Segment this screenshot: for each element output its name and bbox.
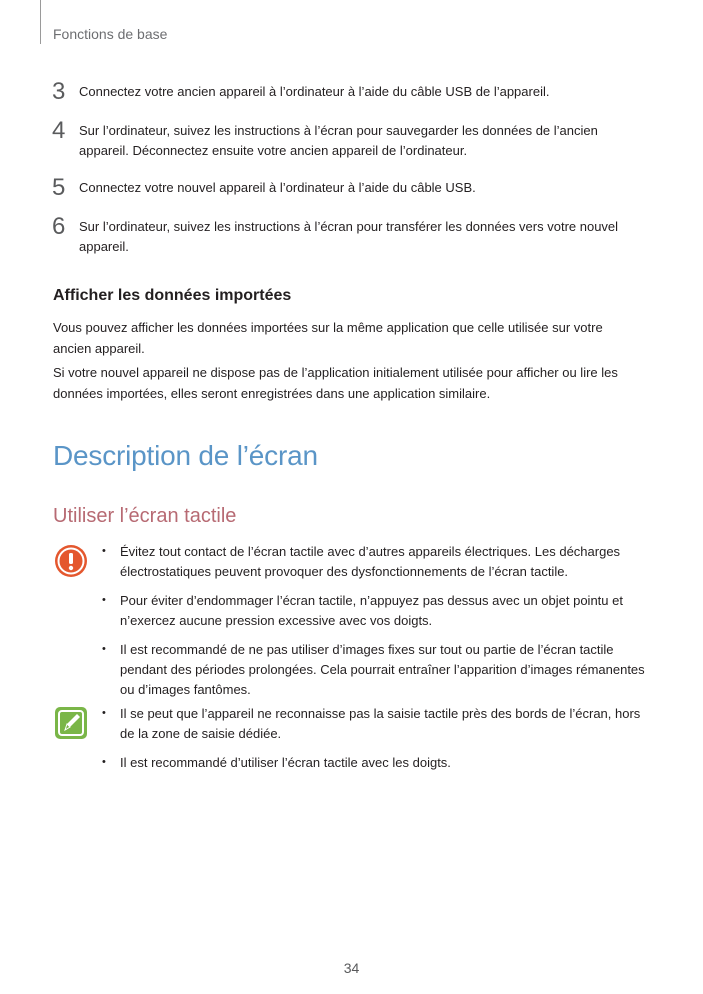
step-number: 4 xyxy=(52,117,66,144)
list-item: • Pour éviter d’endommager l’écran tactile, n’appuyez pas dessus avec un objet pointu et n’exercez aucune pression excessive avec vos doigts. xyxy=(101,591,646,631)
list-item: • Il est recommandé de ne pas utiliser d’images fixes sur tout ou partie de l’écran tactile pendant des périodes prolongées. Cela pourrait entraîner l’apparition d’images rémanentes ou d’images fantômes. xyxy=(101,640,646,700)
header-rule xyxy=(40,0,41,44)
page-number: 34 xyxy=(343,960,360,976)
list-item: • Il se peut que l’appareil ne reconnaisse pas la saisie tactile près des bords de l’écran, hors de la zone de saisie dédiée. xyxy=(101,704,646,744)
step-text: Sur l’ordinateur, suivez les instructions à l’écran pour sauvegarder les données de l’ancien appareil. Déconnectez ensuite votre ancien appareil de l’ordinateur. xyxy=(79,123,598,158)
step-number: 3 xyxy=(52,78,66,105)
caution-list xyxy=(101,542,646,709)
caution-icon xyxy=(54,544,88,578)
imported-paragraph-1: Vous pouvez afficher les données importées sur la même application que celle utilisée sur votre ancien appareil. xyxy=(53,320,603,356)
imported-data-heading: Afficher les données importées xyxy=(53,287,292,304)
step-number: 5 xyxy=(52,174,66,201)
section-subtitle: Utiliser l’écran tactile xyxy=(53,505,237,527)
step-text: Connectez votre ancien appareil à l’ordinateur à l’aide du câble USB de l’appareil. xyxy=(79,84,550,99)
step-text: Sur l’ordinateur, suivez les instructions à l’écran pour transférer les données vers votre nouvel appareil. xyxy=(79,219,619,254)
step-item xyxy=(52,176,652,200)
step-item xyxy=(52,215,652,257)
step-item xyxy=(52,119,652,161)
step-item xyxy=(52,80,652,104)
note-list xyxy=(101,704,646,782)
list-item: • Évitez tout contact de l’écran tactile avec d’autres appareils électriques. Les décharges électrostatiques peuvent provoquer des dysfonctionnements de l’écran tactile. xyxy=(101,542,646,582)
section-title: Description de l’écran xyxy=(53,440,318,471)
imported-paragraph-2: Si votre nouvel appareil ne dispose pas de l’application initialement utilisée pour afficher ou lire les données importées, elles seront enregistrées dans une application similaire. xyxy=(53,365,618,401)
step-number: 6 xyxy=(52,213,66,240)
note-pencil-icon xyxy=(54,706,88,740)
header-title: Fonctions de base xyxy=(53,26,168,42)
steps-list xyxy=(52,80,652,272)
list-item: • Il est recommandé d’utiliser l’écran tactile avec les doigts. xyxy=(101,753,646,773)
step-text: Connectez votre nouvel appareil à l’ordinateur à l’aide du câble USB. xyxy=(79,180,476,195)
